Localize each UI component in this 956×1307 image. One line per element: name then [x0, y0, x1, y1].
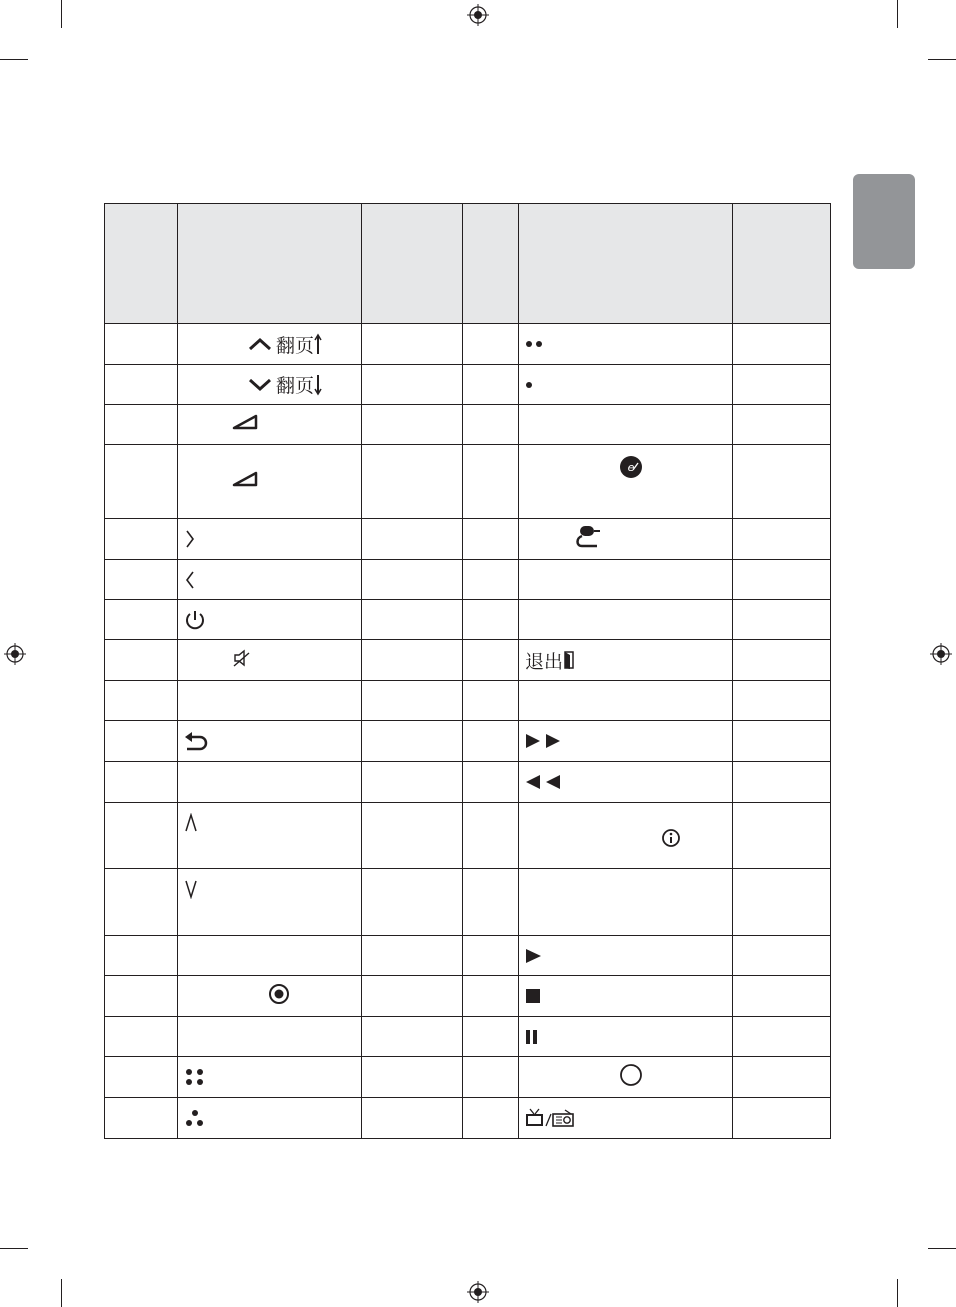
back-arrow-icon — [184, 731, 208, 751]
registration-mark-icon — [467, 4, 489, 26]
table-row — [105, 640, 831, 681]
crop-mark — [897, 1279, 898, 1307]
circle-button-icon — [619, 1063, 643, 1087]
header-cell — [519, 204, 733, 324]
fast-forward-icon — [525, 733, 563, 749]
two-dots-icon — [525, 339, 545, 349]
remote-key-table — [104, 203, 831, 1139]
table-row — [105, 976, 831, 1017]
header-cell — [733, 204, 831, 324]
volume-wedge-icon — [232, 413, 260, 431]
rewind-icon — [525, 774, 563, 790]
pause-icon — [525, 1029, 539, 1045]
energy-saving-icon — [619, 455, 643, 479]
table-row — [105, 869, 831, 936]
crop-mark — [0, 1248, 28, 1249]
language-side-tab — [853, 174, 915, 269]
exit-label: 退出 — [525, 650, 564, 673]
header-cell — [463, 204, 519, 324]
three-dots-icon — [184, 1109, 206, 1127]
table-row — [105, 803, 831, 869]
table-row — [105, 445, 831, 519]
page-down-arrow-icon — [314, 374, 322, 396]
volume-wedge-icon — [232, 470, 260, 488]
table-row — [105, 560, 831, 600]
exit-door-icon — [563, 650, 575, 670]
crop-mark — [61, 1279, 62, 1307]
table-row — [105, 936, 831, 976]
table-row — [105, 600, 831, 640]
caret-up-icon — [184, 813, 198, 833]
four-dots-icon — [184, 1068, 206, 1086]
registration-mark-icon — [467, 1281, 489, 1303]
header-cell — [178, 204, 362, 324]
table-row — [105, 519, 831, 560]
page-label: 翻页 — [276, 375, 315, 397]
table-header-row — [105, 204, 831, 324]
table-row — [105, 721, 831, 762]
table-row — [105, 1057, 831, 1098]
header-cell — [105, 204, 178, 324]
tv-radio-icon — [525, 1108, 575, 1128]
chevron-left-icon — [184, 570, 196, 590]
table-row — [105, 1098, 831, 1139]
svg-text:e: e — [627, 461, 635, 474]
page-up-arrow-icon — [314, 333, 322, 355]
one-dot-icon — [525, 380, 535, 390]
page-label: 翻页 — [276, 334, 315, 357]
play-icon — [525, 948, 543, 964]
table-row — [105, 324, 831, 365]
stop-icon — [525, 988, 541, 1004]
table-row — [105, 1017, 831, 1057]
info-icon — [661, 828, 681, 848]
chevron-down-icon — [248, 378, 272, 392]
input-plug-icon — [573, 524, 603, 550]
power-icon — [184, 609, 206, 631]
crop-mark — [61, 0, 62, 28]
chevron-right-icon — [184, 529, 196, 549]
header-cell — [362, 204, 463, 324]
crop-mark — [0, 59, 28, 60]
table-row — [105, 681, 831, 721]
registration-mark-icon — [930, 643, 952, 665]
crop-mark — [897, 0, 898, 28]
crop-mark — [928, 59, 956, 60]
crop-mark — [928, 1248, 956, 1249]
table-row — [105, 762, 831, 803]
table-row — [105, 365, 831, 405]
record-target-icon — [268, 983, 290, 1005]
chevron-up-icon — [248, 337, 272, 351]
mute-icon — [232, 648, 252, 668]
table-row — [105, 405, 831, 445]
caret-down-icon — [184, 879, 198, 899]
registration-mark-icon — [4, 643, 26, 665]
